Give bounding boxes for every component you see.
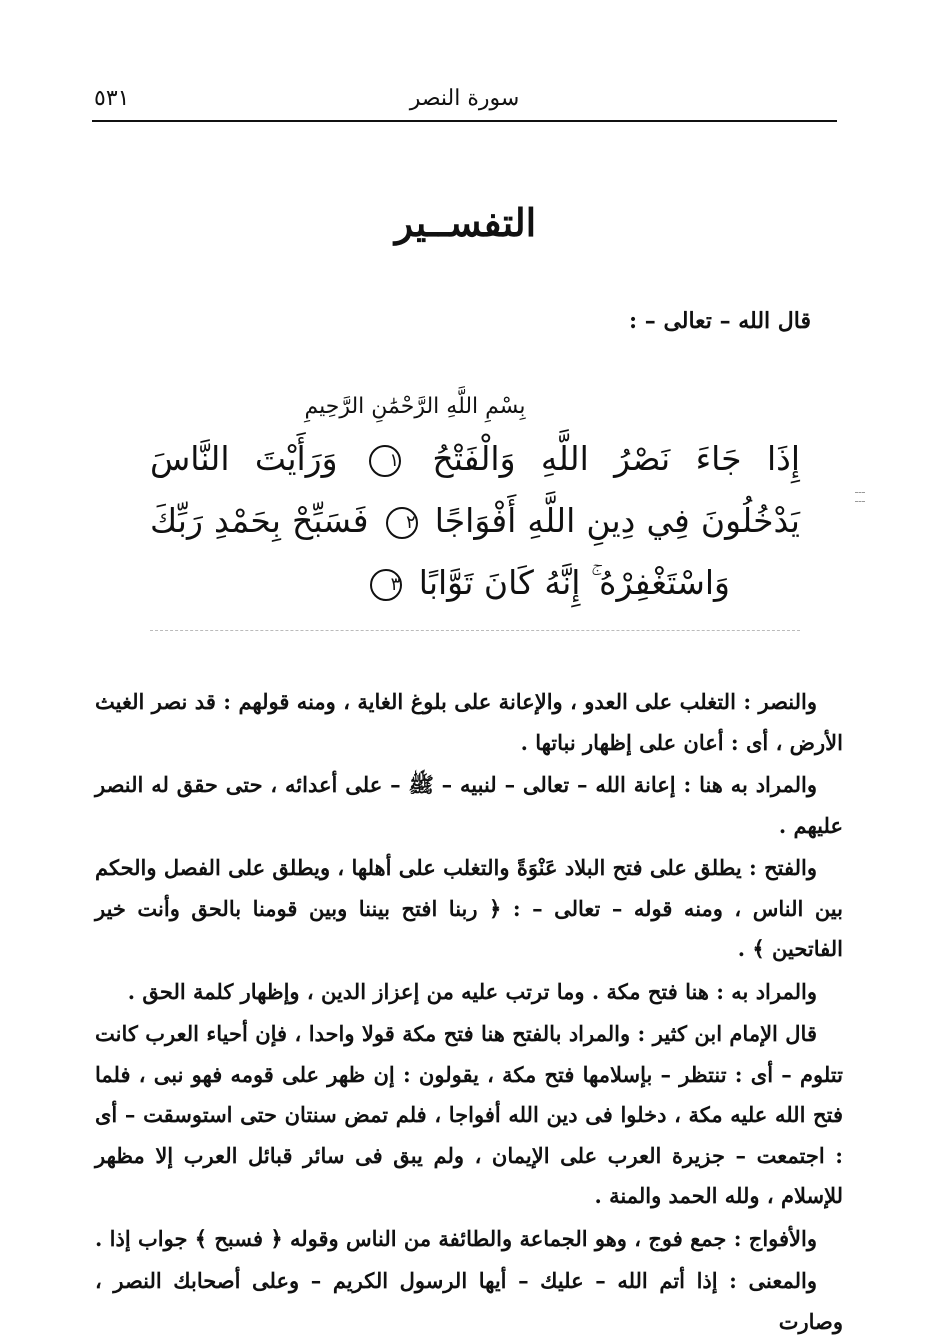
commentary-paragraph: والمراد به : هنا فتح مكة . وما ترتب عليه من إعزاز الدين ، وإظهار كلمة الحق . <box>127 978 817 1004</box>
page-number: ٥٣١ <box>94 86 130 111</box>
commentary-paragraph: قال الإمام ابن كثير : والمراد بالفتح هنا فتح مكة قولا واحدا ، فإن أحياء العرب كانت تتلوم – أى : تنتظر – بإسلامها فتح مكة ، يقولون : إن ظهر على قومه فهو نبى ، فلما فتح الله عليه مكة ، دخلوا فى دين الله أفواجا ، فلم تمض سنتان حتى استوسقت – أى : اجتمعت – جزيرة العرب على الإيمان ، ولم يبق فى سائر قبائل العرب إلا مظهر للإسلام ، ولله الحمد والمنة . <box>95 1021 843 1208</box>
ayah-text: وَاسْتَغْفِرْهُ ۚ إِنَّهُ كَانَ تَوَّابًا <box>418 563 730 602</box>
commentary-paragraph: والأفواج : جمع فوج ، وهو الجماعة والطائفة من الناس وقوله ﴿ فسبح ﴾ جواب إذا . <box>95 1225 817 1251</box>
ayah-text: يَدْخُلُونَ فِي دِينِ اللَّهِ أَفْوَاجًا <box>434 501 800 540</box>
commentary-paragraph: والفتح : يطلق على فتح البلاد عَنْوَةً والتغلب على أهلها ، ويطلق على الفصل والحكم بين الناس ، ومنه قوله – تعالى – : ﴿ ربنا افتح بيننا وبين قومنا بالحق وأنت خير الفاتحين ﴾ . <box>95 855 843 961</box>
ayah-line-3 <box>150 552 800 614</box>
verse-separator <box>150 630 800 631</box>
header-rule <box>92 120 837 122</box>
quran-verses <box>150 390 800 630</box>
commentary-paragraph: والمراد به هنا : إعانة الله – تعالى – لنبيه – ﷺ – على أعدائه ، حتى حقق له النصر عليهم . <box>95 772 843 838</box>
running-title: سورة النصر <box>409 86 520 111</box>
ayah-number-marker: ١ <box>369 445 401 477</box>
ayah-text-continued: وَرَأَيْتَ النَّاسَ <box>150 439 338 478</box>
commentary-paragraph: والمعنى : إذا أتم الله – عليك – أيها الرسول الكريم – وعلى أصحابك النصر ، وصارت <box>95 1268 843 1334</box>
ayah-line-1 <box>150 428 800 490</box>
running-header <box>92 82 837 118</box>
ayah-line-2 <box>150 490 800 552</box>
section-title: التفســير <box>394 200 537 245</box>
commentary-paragraph: والنصر : التغلب على العدو ، والإعانة على بلوغ الغاية ، ومنه قولهم : قد نصر الغيث الأرض ، أى : أعان على إظهار نباتها . <box>95 689 843 755</box>
commentary <box>95 682 843 1342</box>
ayah-text-continued: فَسَبِّحْ بِحَمْدِ رَبِّكَ <box>150 501 369 540</box>
basmala: بِسْمِ اللَّهِ الرَّحْمَٰنِ الرَّحِيمِ <box>304 394 526 419</box>
ayah-text: إِذَا جَاءَ نَصْرُ اللَّهِ وَالْفَتْحُ <box>432 439 801 478</box>
scan-artifact-mark <box>855 492 865 502</box>
ayah-number-marker: ٢ <box>386 507 418 539</box>
intro-line: قال الله – تعالى – : <box>629 308 811 334</box>
ayah-number-marker: ٣ <box>370 569 402 601</box>
